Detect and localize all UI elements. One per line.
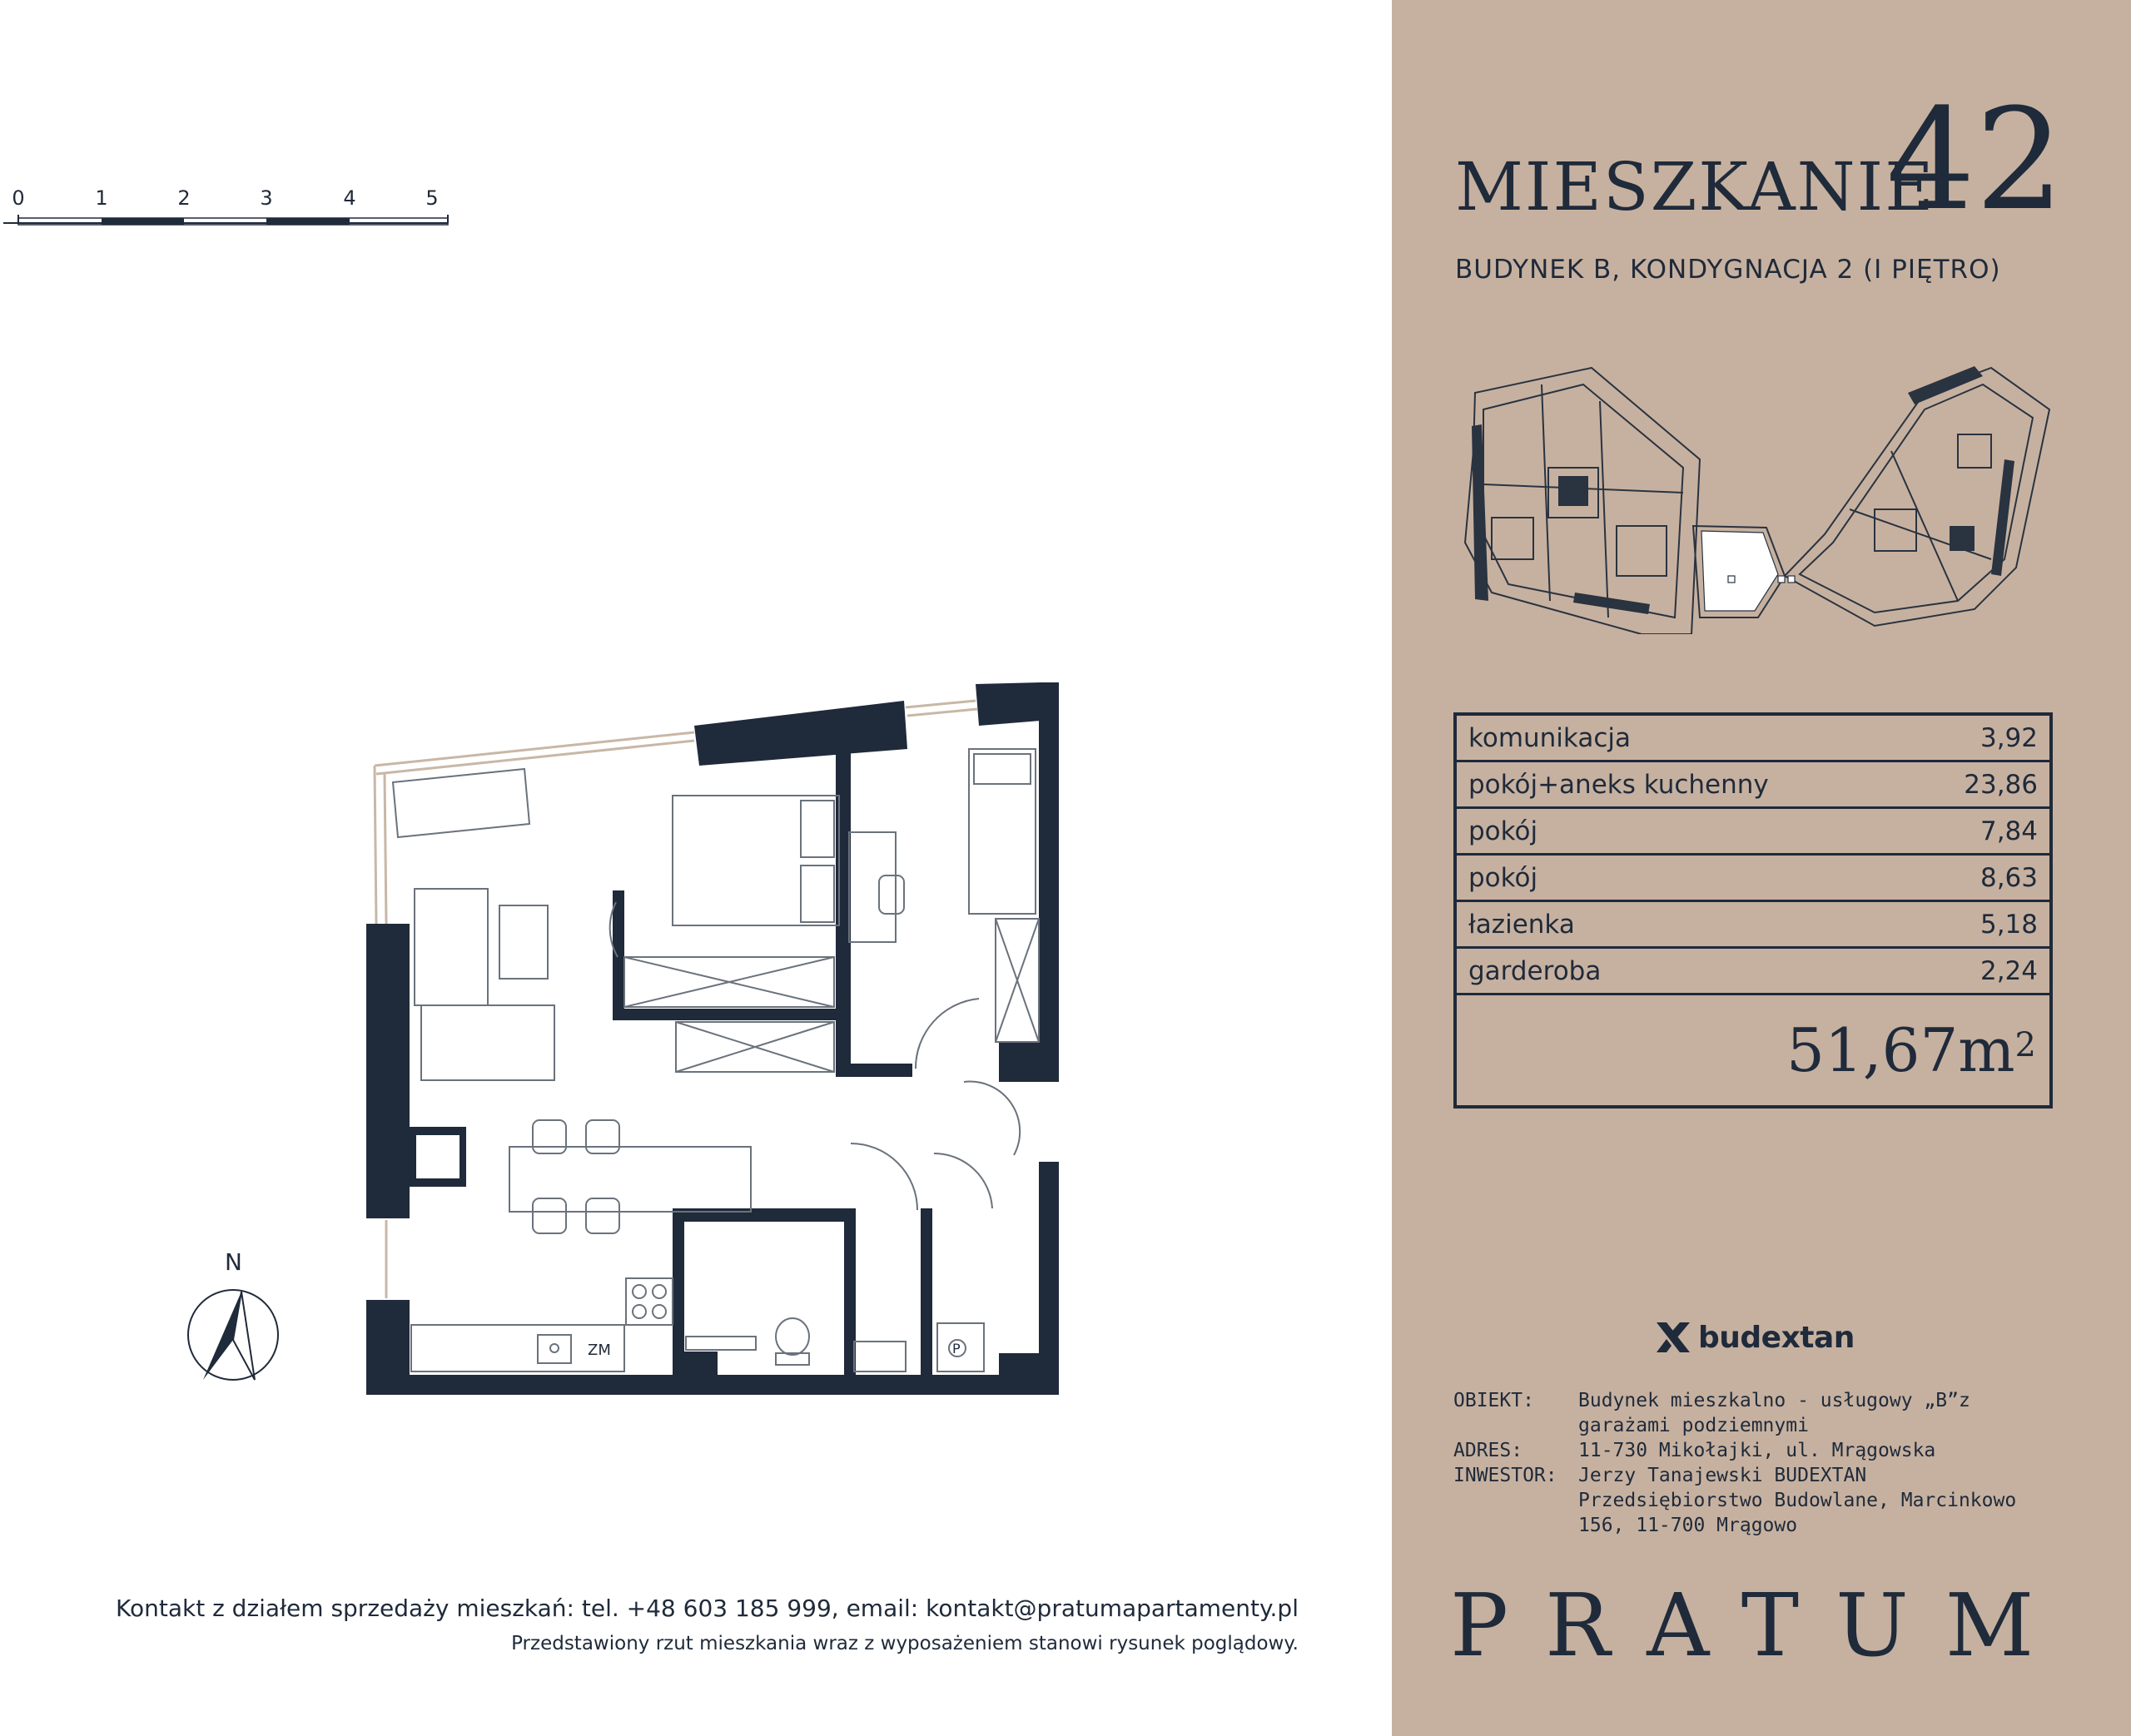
info-row xyxy=(1453,1463,2061,1538)
wall-east-upper xyxy=(1039,682,1059,1082)
info-row xyxy=(1453,1388,2061,1438)
scale-bar xyxy=(0,186,466,233)
pratum-wordmark: PRATUM xyxy=(1450,1575,2071,1676)
room-row xyxy=(1457,949,2049,995)
apartment-subtitle: BUDYNEK B, KONDYGNACJA 2 (I PIĘTRO) xyxy=(1455,255,2001,285)
scale-tick-2: 2 xyxy=(177,186,191,210)
room-name: pokój xyxy=(1468,862,1538,893)
room-area: 3,92 xyxy=(1979,722,2038,753)
room-row xyxy=(1457,762,2049,809)
info-label: INWESTOR: xyxy=(1453,1465,1557,1486)
compass-north-label: N xyxy=(225,1248,242,1276)
room-row xyxy=(1457,809,2049,856)
washer-label: P xyxy=(952,1341,961,1357)
apartment-number: 42 xyxy=(1886,78,2064,241)
wall-closet-south xyxy=(836,1064,912,1077)
sales-contact: Kontakt z działem sprzedaży mieszkań: tel. +48 603 185 999, email: kontakt@pratumapartamenty.pl xyxy=(116,1595,1299,1622)
wall-east-lower xyxy=(1039,1162,1059,1395)
info-label: OBIEKT: xyxy=(1453,1390,1534,1411)
total-area xyxy=(1457,995,2049,1105)
scale-tick-3: 3 xyxy=(260,186,273,210)
room-name: pokój xyxy=(1468,816,1538,846)
plan-disclaimer: Przedstawiony rzut mieszkania wraz z wyposażeniem stanowi rysunek poglądowy. xyxy=(511,1633,1299,1654)
building-location-map xyxy=(1458,360,2053,634)
room-area: 2,24 xyxy=(1979,955,2038,986)
room-name: pokój+aneks kuchenny xyxy=(1468,769,1769,800)
room-area: 7,84 xyxy=(1979,816,2038,846)
budextan-x-icon xyxy=(1655,1319,1691,1356)
room-area: 23,86 xyxy=(1964,769,2038,800)
wall-bath-north xyxy=(673,1208,856,1222)
room-area: 5,18 xyxy=(1979,909,2038,940)
wall-wardrobe-west xyxy=(921,1208,932,1393)
total-area-unit: 2 xyxy=(2014,1026,2036,1064)
info-label: ADRES: xyxy=(1453,1440,1523,1461)
project-info xyxy=(1453,1388,2061,1538)
scale-tick-1: 1 xyxy=(95,186,108,210)
wall-south xyxy=(366,1375,1059,1395)
compass-arrow-icon xyxy=(175,1287,291,1403)
room-name: komunikacja xyxy=(1468,722,1631,753)
wall-east-pillar xyxy=(999,1042,1041,1082)
info-row xyxy=(1453,1438,2061,1463)
apartment-title: MIESZKANIE xyxy=(1455,148,1935,226)
wall-north-right xyxy=(976,682,1041,726)
wall-bedroom-south xyxy=(613,1009,837,1020)
wall-bath-stub xyxy=(676,1352,718,1376)
north-compass xyxy=(175,1248,291,1390)
room-name: łazienka xyxy=(1468,909,1575,940)
room-name: garderoba xyxy=(1468,955,1602,986)
scale-tick-5: 5 xyxy=(425,186,439,210)
info-value: Budynek mieszkalno - usługowy „B”z garażami podziemnymi xyxy=(1578,1390,1970,1436)
developer-logo xyxy=(1655,1317,1855,1358)
wall-east-stub xyxy=(999,1353,1041,1378)
info-value: 11-730 Mikołajki, ul. Mrągowska xyxy=(1578,1440,1936,1461)
scale-tick-0: 0 xyxy=(12,186,25,210)
room-row xyxy=(1457,902,2049,949)
total-area-value: 51,67m xyxy=(1786,1015,2015,1085)
room-area-table xyxy=(1453,712,2053,1109)
scale-bar-graphic xyxy=(0,186,466,233)
room-row xyxy=(1457,716,2049,762)
wall-bedroom-west xyxy=(613,890,624,1020)
fridge-label: ZM xyxy=(588,1342,611,1359)
developer-logo-text: budextan xyxy=(1698,1320,1855,1355)
wall-north-segment xyxy=(694,701,907,766)
room-area: 8,63 xyxy=(1979,862,2038,893)
scale-tick-4: 4 xyxy=(343,186,356,210)
info-value: Jerzy Tanajewski BUDEXTAN Przedsiębiorstwo Budowlane, Marcinkowo 156, 11-700 Mrągowo xyxy=(1578,1465,2017,1536)
apartment-floor-plan xyxy=(166,666,1082,1415)
wall-west-upper xyxy=(366,924,410,1218)
room-row xyxy=(1457,856,2049,902)
